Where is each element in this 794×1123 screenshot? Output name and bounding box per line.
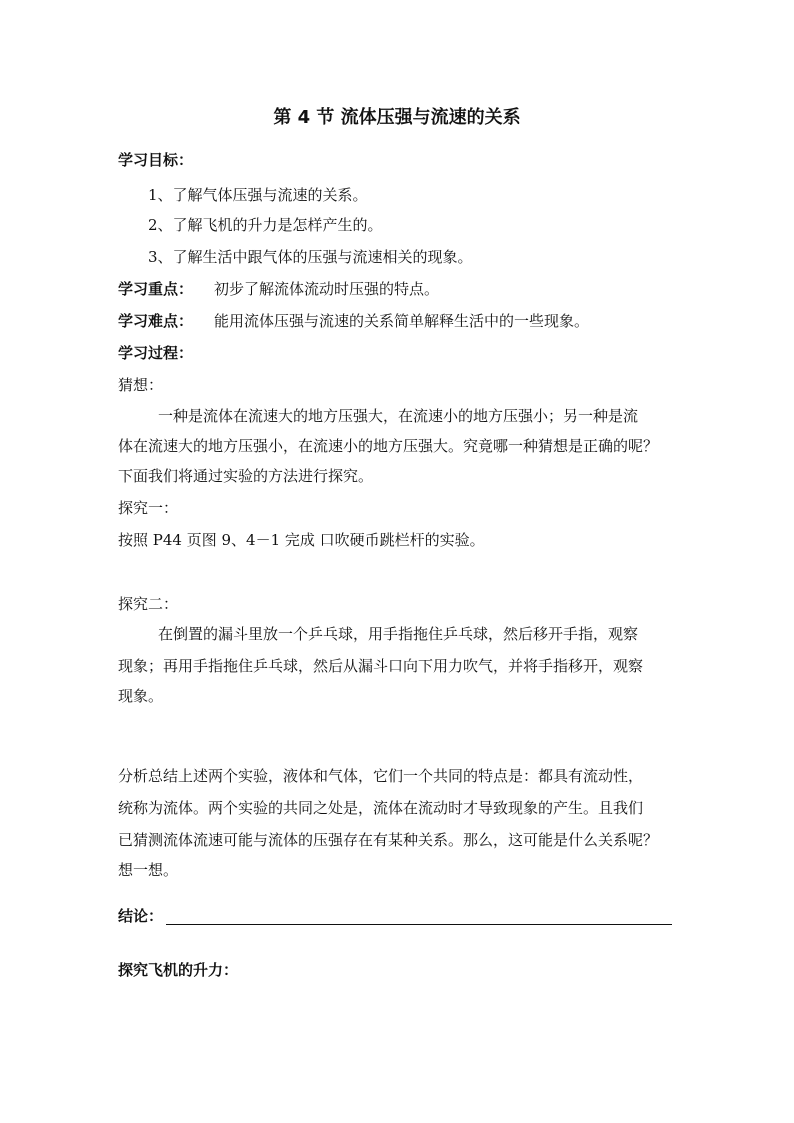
- page-title: 第 4 节 流体压强与流速的关系: [273, 107, 521, 128]
- key-point-row: [118, 279, 439, 299]
- lift-heading: 探究飞机的升力：: [118, 961, 239, 979]
- analysis-line-3: 已猜测流体流速可能与流体的压强存在有某种关系。那么，这可能是什么关系呢？: [118, 831, 659, 849]
- objective-item-2: 2、了解飞机的升力是怎样产生的。: [148, 216, 383, 234]
- difficulty-row: [118, 311, 589, 331]
- guess-line-3: 下面我们将通过实验的方法进行探究。: [118, 467, 374, 485]
- analysis-line-2: 统称为流体。两个实验的共同之处是，流体在流动时才导致现象的产生。且我们: [118, 799, 644, 817]
- process-heading: 学习过程：: [118, 344, 194, 362]
- explore2-line-1: 在倒置的漏斗里放一个乒乓球，用手指拖住乒乓球，然后移开手指，观察: [158, 625, 639, 643]
- key-point-label: 学习重点：: [118, 280, 194, 298]
- analysis-line-1: 分析总结上述两个实验，液体和气体，它们一个共同的特点是：都具有流动性，: [118, 767, 644, 785]
- conclusion-label: 结论：: [118, 907, 164, 925]
- explore1-text: 按照 P44 页图 9、4－1 完成 口吹硬币跳栏杆的实验。: [118, 531, 485, 549]
- explore2-line-3: 现象。: [118, 687, 164, 705]
- guess-line-1: 一种是流体在流速大的地方压强大，在流速小的地方压强小；另一种是流: [158, 407, 639, 425]
- guess-label: 猜想：: [118, 376, 164, 394]
- guess-line-2: 体在流速大的地方压强小，在流速小的地方压强大。究竟哪一种猜想是正确的呢？: [118, 437, 659, 455]
- objectives-heading: 学习目标：: [118, 151, 194, 169]
- objective-item-3: 3、了解生活中跟气体的压强与流速相关的现象。: [148, 248, 473, 266]
- objective-item-1: 1、了解气体压强与流速的关系。: [148, 186, 368, 204]
- difficulty-text: 能用流体压强与流速的关系简单解释生活中的一些现象。: [214, 312, 590, 330]
- explore1-label: 探究一：: [118, 499, 179, 517]
- explore2-line-2: 现象；再用手指拖住乒乓球，然后从漏斗口向下用力吹气，并将手指移开，观察: [118, 657, 644, 675]
- difficulty-label: 学习难点：: [118, 312, 194, 330]
- conclusion-answer-blank[interactable]: [166, 924, 672, 925]
- analysis-line-4: 想一想。: [118, 861, 179, 879]
- explore2-label: 探究二：: [118, 595, 179, 613]
- key-point-text: 初步了解流体流动时压强的特点。: [214, 280, 440, 298]
